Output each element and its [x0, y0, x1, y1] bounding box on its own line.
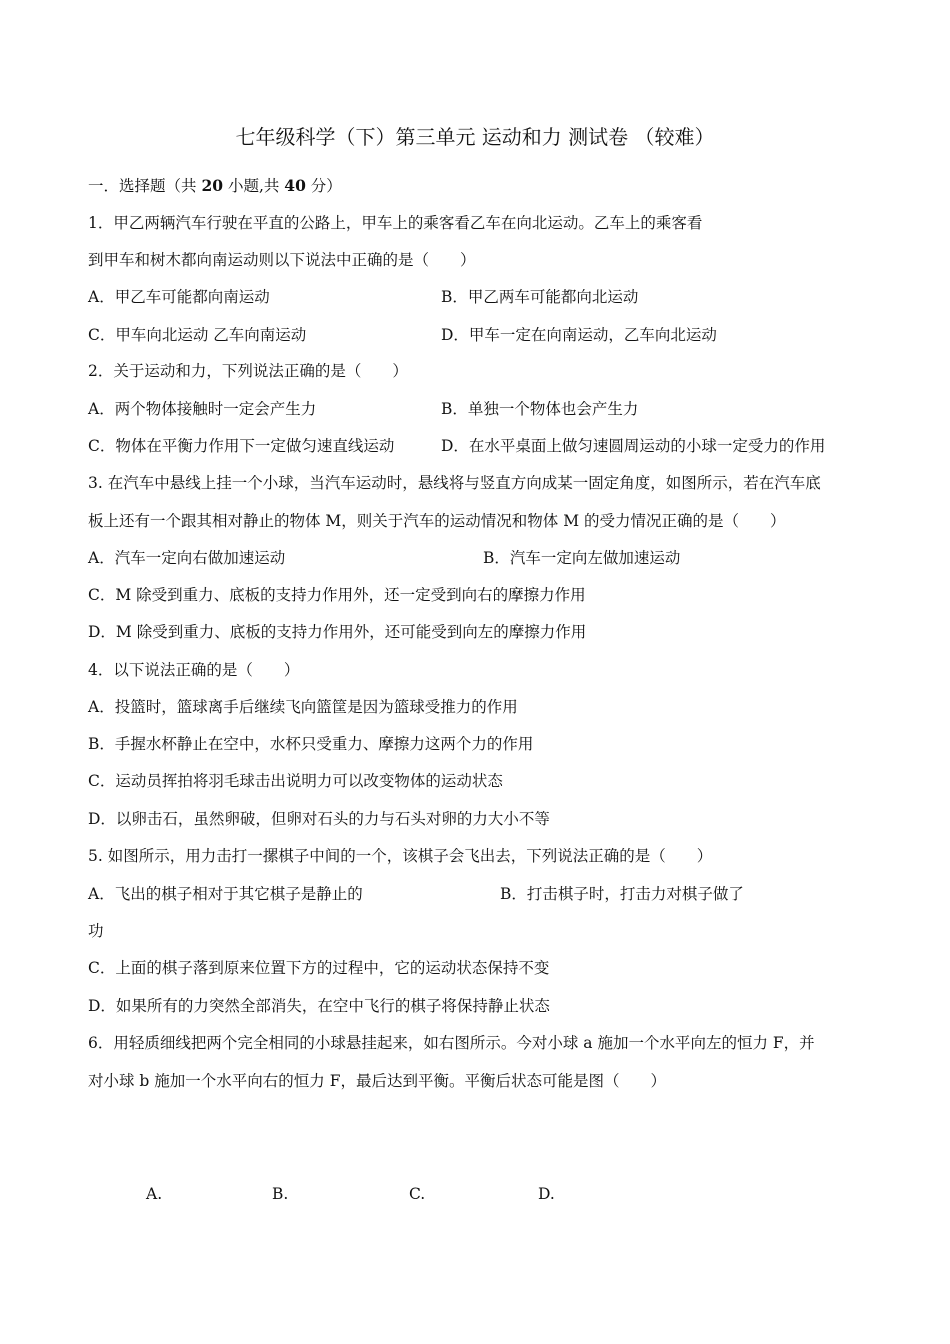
- question-1-option-b: B．甲乙两车可能都向北运动: [441, 288, 639, 306]
- question-6-option-b: B.: [272, 1185, 289, 1203]
- section-heading: [88, 176, 342, 196]
- question-3-option-b: B．汽车一定向左做加速运动: [483, 549, 681, 567]
- question-2-option-d: D．在水平桌面上做匀速圆周运动的小球一定受力的作用: [441, 437, 826, 455]
- question-5-option-b: B．打击棋子时，打击力对棋子做了: [500, 885, 744, 903]
- question-1-line-2: 到甲车和树木都向南运动则以下说法中正确的是（ ）: [88, 251, 476, 269]
- question-6-option-c: C.: [409, 1185, 426, 1203]
- question-5-line-1: 5. 如图所示，用力击打一摞棋子中间的一个，该棋子会飞出去，下列说法正确的是（ ）: [88, 847, 713, 865]
- question-1-option-a: A．甲乙车可能都向南运动: [88, 288, 270, 306]
- section-prefix: 一．选择题（共: [88, 177, 202, 195]
- question-1-line-1: 1．甲乙两辆汽车行驶在平直的公路上，甲车上的乘客看乙车在向北运动。乙车上的乘客看: [88, 214, 703, 232]
- question-3-option-d: D．M 除受到重力、底板的支持力作用外，还可能受到向左的摩擦力作用: [88, 623, 587, 641]
- question-3-line-1: 3. 在汽车中悬线上挂一个小球，当汽车运动时，悬线将与竖直方向成某一固定角度，如图所示，若在汽车底: [88, 474, 821, 492]
- question-5-option-a: A．飞出的棋子相对于其它棋子是静止的: [88, 885, 363, 903]
- section-mid: 小题,共: [223, 177, 285, 195]
- question-2-option-a: A．两个物体接触时一定会产生力: [88, 400, 317, 418]
- question-2-line-1: 2．关于运动和力，下列说法正确的是（ ）: [88, 362, 408, 380]
- question-5-option-b-wrap: 功: [88, 922, 104, 940]
- question-5-option-d: D．如果所有的力突然全部消失，在空中飞行的棋子将保持静止状态: [88, 997, 550, 1015]
- question-3-option-a: A．汽车一定向右做加速运动: [88, 549, 286, 567]
- question-2-option-b: B．单独一个物体也会产生力: [441, 400, 639, 418]
- question-4-option-b: B．手握水杯静止在空中，水杯只受重力、摩擦力这两个力的作用: [88, 735, 534, 753]
- question-1-option-c: C．甲车向北运动 乙车向南运动: [88, 326, 307, 344]
- section-score: 40: [284, 176, 306, 195]
- question-4-option-a: A．投篮时，篮球离手后继续飞向篮筐是因为篮球受推力的作用: [88, 698, 518, 716]
- question-3-option-c: C．M 除受到重力、底板的支持力作用外，还一定受到向右的摩擦力作用: [88, 586, 586, 604]
- question-5-option-c: C．上面的棋子落到原来位置下方的过程中，它的运动状态保持不变: [88, 959, 550, 977]
- question-4-line-1: 4．以下说法正确的是（ ）: [88, 661, 300, 679]
- section-count: 20: [201, 176, 224, 195]
- question-6-option-a: A.: [146, 1185, 163, 1203]
- question-2-option-c: C．物体在平衡力作用下一定做匀速直线运动: [88, 437, 395, 455]
- question-3-line-2: 板上还有一个跟其相对静止的物体 M，则关于汽车的运动情况和物体 M 的受力情况正确的是（ ）: [88, 512, 786, 530]
- question-6-line-2: 对小球 b 施加一个水平向右的恒力 F，最后达到平衡。平衡后状态可能是图（ ）: [88, 1072, 666, 1090]
- section-suffix: 分）: [305, 177, 342, 195]
- question-6-line-1: 6．用轻质细线把两个完全相同的小球悬挂起来，如右图所示。今对小球 a 施加一个水平向左的恒力 F，并: [88, 1034, 815, 1052]
- question-6-option-d: D.: [538, 1185, 555, 1203]
- question-1-option-d: D．甲车一定在向南运动，乙车向北运动: [441, 326, 717, 344]
- page-title: 七年级科学（下）第三单元 运动和力 测试卷 （较难）: [235, 125, 715, 149]
- question-4-option-c: C．运动员挥拍将羽毛球击出说明力可以改变物体的运动状态: [88, 772, 503, 790]
- question-4-option-d: D．以卵击石，虽然卵破，但卵对石头的力与石头对卵的力大小不等: [88, 810, 550, 828]
